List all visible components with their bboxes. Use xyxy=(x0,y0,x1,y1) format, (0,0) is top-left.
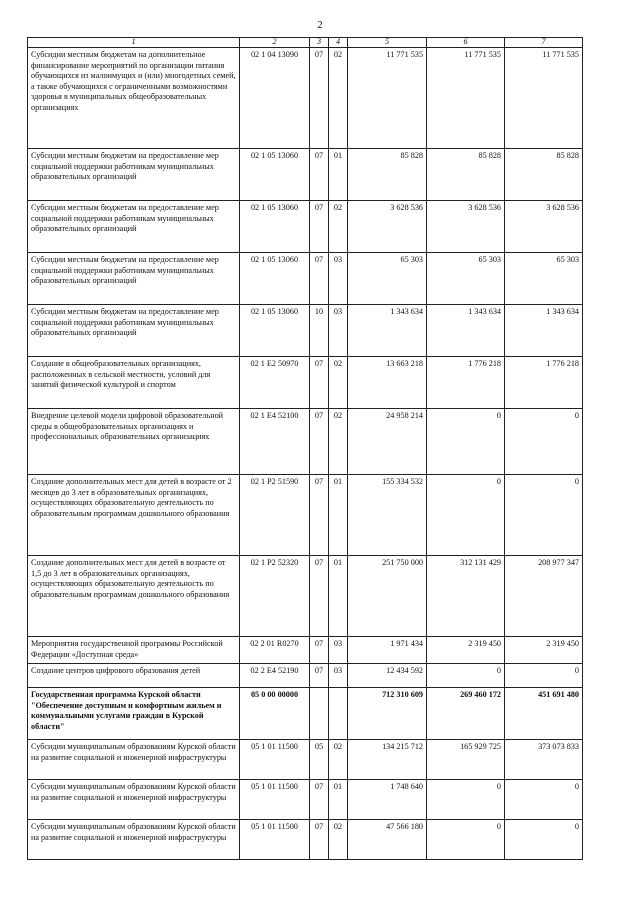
row-name: Субсидии местным бюджетам на предоставление мер социальной поддержки работникам муниципальных образовательных организаций xyxy=(28,149,240,201)
row-section: 07 xyxy=(310,780,329,820)
row-section: 07 xyxy=(310,820,329,860)
row-value-3: 0 xyxy=(505,780,583,820)
row-subsection: 02 xyxy=(329,201,348,253)
budget-table xyxy=(27,37,583,860)
table-row xyxy=(28,740,583,780)
row-section: 05 xyxy=(310,740,329,780)
row-code: 05 1 01 11500 xyxy=(240,740,310,780)
row-value-3: 3 628 536 xyxy=(505,201,583,253)
row-value-2: 85 828 xyxy=(427,149,505,201)
row-value-3: 85 828 xyxy=(505,149,583,201)
row-value-2: 312 131 429 xyxy=(427,556,505,637)
row-section: 07 xyxy=(310,664,329,688)
row-value-2: 0 xyxy=(427,664,505,688)
row-subsection: 02 xyxy=(329,820,348,860)
row-name: Создание дополнительных мест для детей в возрасте от 1,5 до 3 лет в образовательных организациях, осуществляющих образовательную деятельность по образовательным программам дошкольного образования xyxy=(28,556,240,637)
table-row xyxy=(28,149,583,201)
row-section: 07 xyxy=(310,149,329,201)
row-value-1: 11 771 535 xyxy=(348,48,427,149)
row-value-1: 712 310 609 xyxy=(348,688,427,740)
row-code: 02 1 E4 52100 xyxy=(240,409,310,475)
row-value-3: 65 303 xyxy=(505,253,583,305)
row-code: 02 1 05 13060 xyxy=(240,253,310,305)
row-value-1: 1 343 634 xyxy=(348,305,427,357)
row-section: 07 xyxy=(310,475,329,556)
column-header: 2 xyxy=(240,38,310,48)
row-code: 02 2 E4 52190 xyxy=(240,664,310,688)
column-header: 4 xyxy=(329,38,348,48)
row-section: 07 xyxy=(310,253,329,305)
row-name: Субсидии местным бюджетам на предоставление мер социальной поддержки работникам муниципальных образовательных организаций xyxy=(28,201,240,253)
row-name: Субсидии местным бюджетам на предоставление мер социальной поддержки работникам муниципальных образовательных организаций xyxy=(28,253,240,305)
row-code: 02 1 P2 52320 xyxy=(240,556,310,637)
table-row xyxy=(28,664,583,688)
row-subsection: 02 xyxy=(329,357,348,409)
row-value-2: 1 776 218 xyxy=(427,357,505,409)
row-code: 02 1 05 13060 xyxy=(240,201,310,253)
row-value-3: 208 977 347 xyxy=(505,556,583,637)
row-value-3: 1 776 218 xyxy=(505,357,583,409)
row-subsection: 02 xyxy=(329,409,348,475)
row-name: Мероприятия государственной программы Российской Федерации «Доступная среда» xyxy=(28,637,240,664)
row-name: Создание центров цифрового образования детей xyxy=(28,664,240,688)
row-subsection: 01 xyxy=(329,780,348,820)
column-header: 1 xyxy=(28,38,240,48)
row-subsection: 01 xyxy=(329,149,348,201)
row-value-1: 85 828 xyxy=(348,149,427,201)
row-value-2: 11 771 535 xyxy=(427,48,505,149)
row-value-2: 3 628 536 xyxy=(427,201,505,253)
table-row xyxy=(28,305,583,357)
row-name: Государственная программа Курской области "Обеспечение доступным и комфортным жильем и коммунальными услугами граждан в Курской области" xyxy=(28,688,240,740)
row-code: 02 1 04 13090 xyxy=(240,48,310,149)
row-name: Субсидии муниципальным образованиям Курской области на развитие социальной и инженерной инфраструктуры xyxy=(28,820,240,860)
row-value-1: 13 663 218 xyxy=(348,357,427,409)
column-number-row xyxy=(28,38,583,48)
page-number: 2 xyxy=(317,19,323,31)
table-row xyxy=(28,637,583,664)
row-code: 05 1 01 11500 xyxy=(240,820,310,860)
row-value-3: 0 xyxy=(505,409,583,475)
row-value-2: 2 319 450 xyxy=(427,637,505,664)
row-value-1: 1 748 640 xyxy=(348,780,427,820)
row-value-3: 0 xyxy=(505,664,583,688)
table-row xyxy=(28,201,583,253)
row-value-3: 373 073 833 xyxy=(505,740,583,780)
row-code: 02 1 P2 51590 xyxy=(240,475,310,556)
row-subsection: 01 xyxy=(329,475,348,556)
row-value-1: 251 750 000 xyxy=(348,556,427,637)
row-name: Создание дополнительных мест для детей в возрасте от 2 месяцев до 3 лет в образовательных организациях, осуществляющих образовательную деятельность по образовательным программам дошкольного образования xyxy=(28,475,240,556)
row-section: 07 xyxy=(310,48,329,149)
row-code: 02 1 05 13060 xyxy=(240,149,310,201)
row-value-1: 65 303 xyxy=(348,253,427,305)
row-name: Субсидии местным бюджетам на предоставление мер социальной поддержки работникам муниципальных образовательных организаций xyxy=(28,305,240,357)
row-value-2: 65 303 xyxy=(427,253,505,305)
table-row xyxy=(28,48,583,149)
row-section: 07 xyxy=(310,637,329,664)
row-value-2: 165 929 725 xyxy=(427,740,505,780)
row-value-3: 0 xyxy=(505,820,583,860)
table-row xyxy=(28,253,583,305)
row-section: 07 xyxy=(310,357,329,409)
table-row xyxy=(28,357,583,409)
row-value-2: 269 460 172 xyxy=(427,688,505,740)
column-header: 5 xyxy=(348,38,427,48)
row-value-2: 0 xyxy=(427,780,505,820)
row-subsection xyxy=(329,688,348,740)
column-header: 3 xyxy=(310,38,329,48)
row-value-1: 1 971 434 xyxy=(348,637,427,664)
row-section: 10 xyxy=(310,305,329,357)
table-row-program xyxy=(28,688,583,740)
table-row xyxy=(28,409,583,475)
row-value-1: 24 958 214 xyxy=(348,409,427,475)
table-row xyxy=(28,475,583,556)
row-value-1: 155 334 532 xyxy=(348,475,427,556)
row-value-3: 11 771 535 xyxy=(505,48,583,149)
column-header: 7 xyxy=(505,38,583,48)
row-value-2: 0 xyxy=(427,409,505,475)
row-subsection: 03 xyxy=(329,253,348,305)
row-subsection: 02 xyxy=(329,740,348,780)
row-section: 07 xyxy=(310,556,329,637)
row-section xyxy=(310,688,329,740)
row-subsection: 01 xyxy=(329,556,348,637)
row-code: 02 1 E2 50970 xyxy=(240,357,310,409)
row-code: 05 1 01 11500 xyxy=(240,780,310,820)
row-value-3: 0 xyxy=(505,475,583,556)
row-value-1: 134 215 712 xyxy=(348,740,427,780)
row-code: 02 2 01 R0270 xyxy=(240,637,310,664)
row-value-1: 3 628 536 xyxy=(348,201,427,253)
row-value-2: 1 343 634 xyxy=(427,305,505,357)
row-value-3: 1 343 634 xyxy=(505,305,583,357)
row-name: Субсидии муниципальным образованиям Курской области на развитие социальной и инженерной инфраструктуры xyxy=(28,780,240,820)
row-code: 02 1 05 13060 xyxy=(240,305,310,357)
row-value-1: 12 434 592 xyxy=(348,664,427,688)
column-header: 6 xyxy=(427,38,505,48)
row-name: Субсидии муниципальным образованиям Курской области на развитие социальной и инженерной инфраструктуры xyxy=(28,740,240,780)
row-subsection: 03 xyxy=(329,305,348,357)
table-row xyxy=(28,820,583,860)
row-name: Субсидии местным бюджетам на дополнительное финансирование мероприятий по организации питания обучающихся из малоимущих и (или) многодетных семей, а также обучающихся с ограниченными возможностями здоровья в муниципальных общеобразовательных организациях xyxy=(28,48,240,149)
row-value-3: 2 319 450 xyxy=(505,637,583,664)
row-name: Создание в общеобразовательных организациях, расположенных в сельской местности, условий для занятий физической культурой и спортом xyxy=(28,357,240,409)
row-value-1: 47 566 180 xyxy=(348,820,427,860)
row-section: 07 xyxy=(310,201,329,253)
row-code: 05 0 00 00000 xyxy=(240,688,310,740)
row-subsection: 02 xyxy=(329,48,348,149)
table-row xyxy=(28,556,583,637)
row-subsection: 03 xyxy=(329,637,348,664)
row-subsection: 03 xyxy=(329,664,348,688)
row-value-2: 0 xyxy=(427,475,505,556)
table-row xyxy=(28,780,583,820)
row-section: 07 xyxy=(310,409,329,475)
row-value-2: 0 xyxy=(427,820,505,860)
row-name: Внедрение целевой модели цифровой образовательной среды в общеобразовательных организациях и профессиональных образовательных организациях xyxy=(28,409,240,475)
row-value-3: 451 691 480 xyxy=(505,688,583,740)
